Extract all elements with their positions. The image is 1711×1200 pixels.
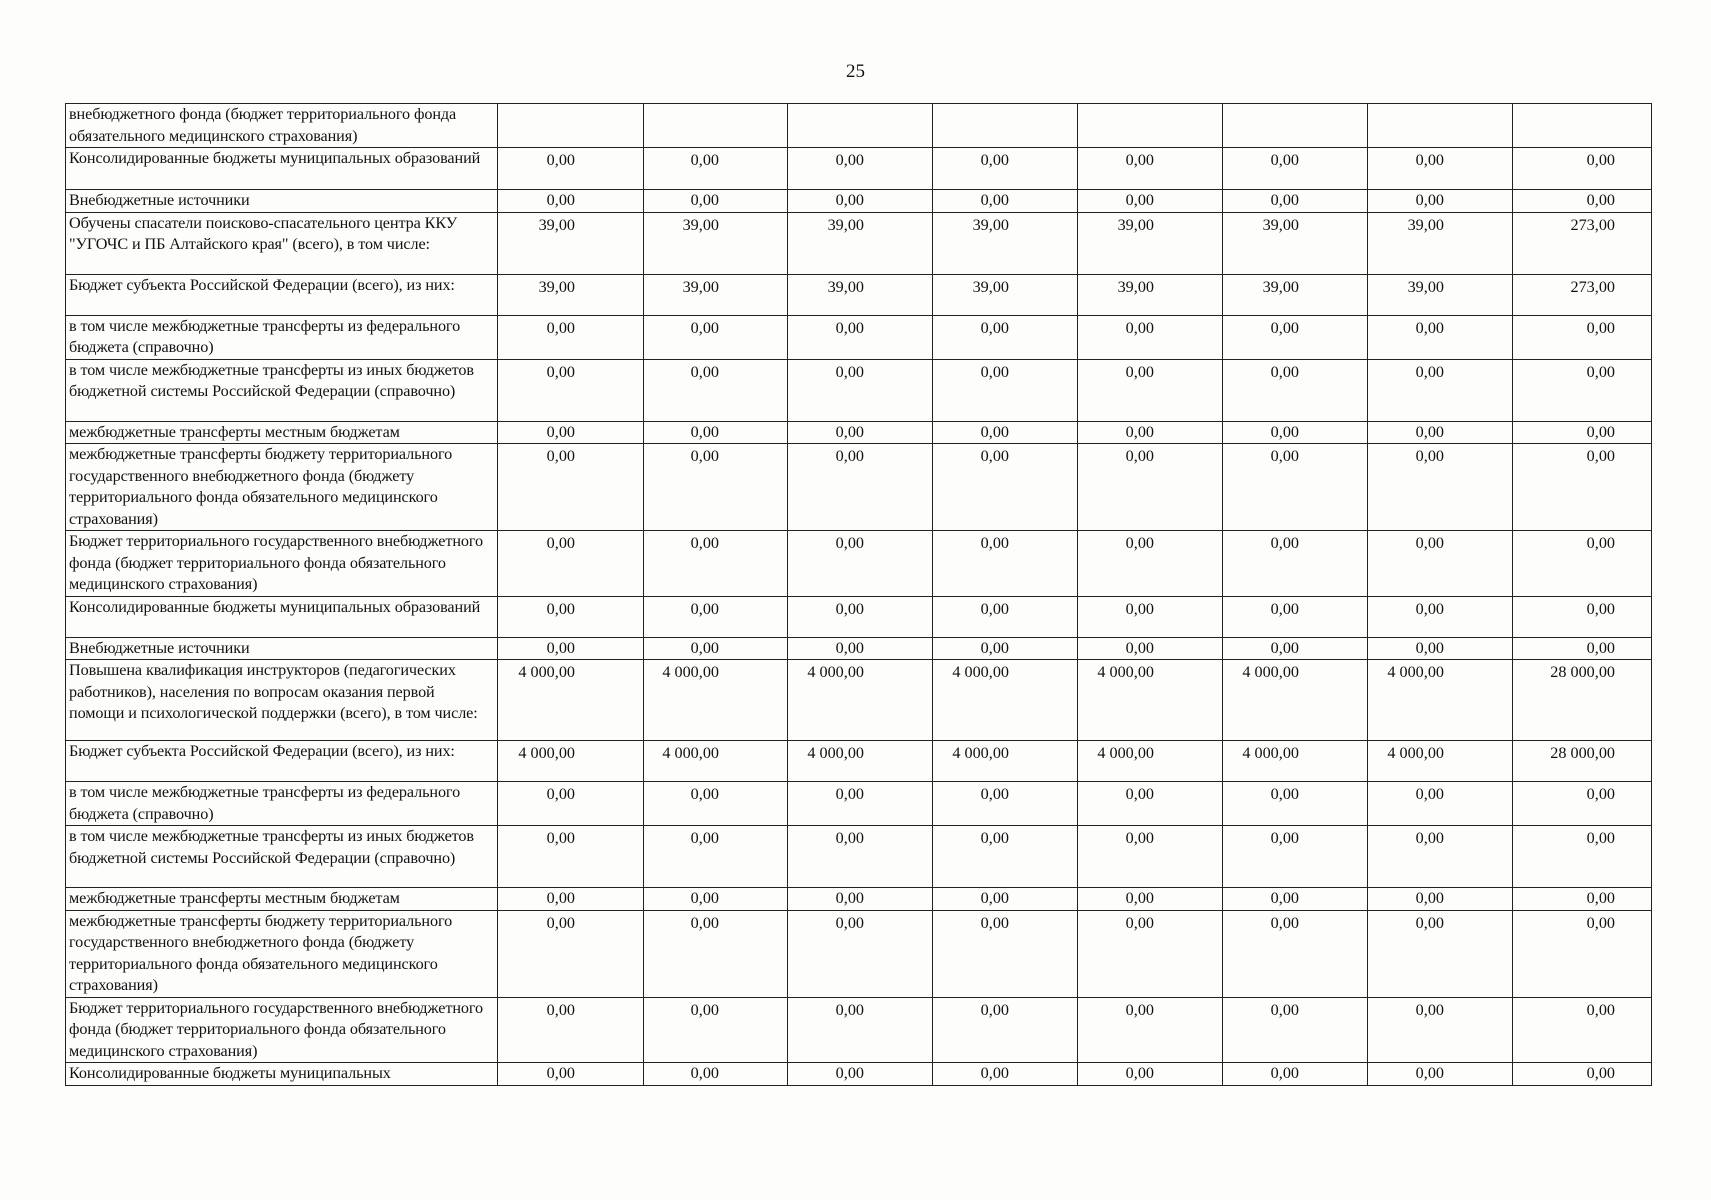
year-value-cell: 0,00 xyxy=(788,888,933,911)
row-label: Повышена квалификация инструкторов (педагогических работников), населения по вопросам оказания первой помощи и психологической поддержки (всего), в том числе: xyxy=(66,660,498,741)
year-value-cell: 0,00 xyxy=(933,148,1078,190)
year-value-cell: 0,00 xyxy=(1368,888,1513,911)
year-value-cell: 0,00 xyxy=(498,826,644,888)
year-value-cell: 39,00 xyxy=(1368,274,1513,315)
table-row xyxy=(66,741,1652,782)
table-row xyxy=(66,596,1652,637)
year-value-cell xyxy=(788,104,933,148)
year-value-cell: 4 000,00 xyxy=(1078,660,1223,741)
year-value-cell: 0,00 xyxy=(498,596,644,637)
year-value-cell: 0,00 xyxy=(1078,148,1223,190)
table-row xyxy=(66,782,1652,826)
year-value-cell: 0,00 xyxy=(788,826,933,888)
year-value-cell: 0,00 xyxy=(1078,997,1223,1063)
total-value-cell: 0,00 xyxy=(1513,1063,1652,1086)
year-value-cell: 39,00 xyxy=(644,274,788,315)
year-value-cell: 0,00 xyxy=(788,421,933,444)
year-value-cell: 0,00 xyxy=(788,444,933,531)
year-value-cell: 0,00 xyxy=(1223,444,1368,531)
year-value-cell: 0,00 xyxy=(1078,826,1223,888)
year-value-cell: 4 000,00 xyxy=(498,741,644,782)
year-value-cell: 0,00 xyxy=(644,444,788,531)
year-value-cell: 39,00 xyxy=(1368,212,1513,274)
table-row xyxy=(66,421,1652,444)
row-label: межбюджетные трансферты местным бюджетам xyxy=(66,888,498,911)
year-value-cell: 0,00 xyxy=(788,148,933,190)
year-value-cell: 39,00 xyxy=(498,274,644,315)
year-value-cell: 0,00 xyxy=(1368,190,1513,213)
year-value-cell: 0,00 xyxy=(1223,359,1368,421)
row-label: межбюджетные трансферты бюджету территориального государственного внебюджетного фонда (бюджету территориального фонда обязательного медицинского страхования) xyxy=(66,444,498,531)
year-value-cell: 4 000,00 xyxy=(1223,660,1368,741)
year-value-cell: 0,00 xyxy=(788,637,933,660)
total-value-cell xyxy=(1513,104,1652,148)
year-value-cell: 0,00 xyxy=(1223,148,1368,190)
year-value-cell: 0,00 xyxy=(1223,782,1368,826)
year-value-cell: 0,00 xyxy=(1368,315,1513,359)
year-value-cell: 4 000,00 xyxy=(644,741,788,782)
total-value-cell: 0,00 xyxy=(1513,148,1652,190)
year-value-cell: 0,00 xyxy=(1223,596,1368,637)
table-row xyxy=(66,104,1652,148)
year-value-cell: 39,00 xyxy=(788,274,933,315)
year-value-cell: 0,00 xyxy=(1223,531,1368,597)
table-row xyxy=(66,826,1652,888)
year-value-cell: 0,00 xyxy=(1223,997,1368,1063)
year-value-cell xyxy=(1368,104,1513,148)
row-label: Внебюджетные источники xyxy=(66,637,498,660)
year-value-cell: 0,00 xyxy=(933,596,1078,637)
row-label: Внебюджетные источники xyxy=(66,190,498,213)
year-value-cell: 0,00 xyxy=(933,190,1078,213)
year-value-cell: 0,00 xyxy=(1223,637,1368,660)
year-value-cell: 0,00 xyxy=(1368,997,1513,1063)
year-value-cell: 0,00 xyxy=(1078,315,1223,359)
year-value-cell: 0,00 xyxy=(498,148,644,190)
year-value-cell: 0,00 xyxy=(644,637,788,660)
row-label: в том числе межбюджетные трансферты из федерального бюджета (справочно) xyxy=(66,782,498,826)
year-value-cell: 0,00 xyxy=(498,190,644,213)
year-value-cell: 0,00 xyxy=(644,782,788,826)
table-row xyxy=(66,660,1652,741)
year-value-cell xyxy=(1223,104,1368,148)
year-value-cell: 0,00 xyxy=(788,782,933,826)
year-value-cell: 0,00 xyxy=(788,997,933,1063)
year-value-cell: 0,00 xyxy=(933,782,1078,826)
row-label: Бюджет территориального государственного внебюджетного фонда (бюджет территориального фонда обязательного медицинского страхования) xyxy=(66,531,498,597)
year-value-cell: 0,00 xyxy=(644,826,788,888)
year-value-cell: 0,00 xyxy=(1078,782,1223,826)
year-value-cell: 39,00 xyxy=(933,274,1078,315)
year-value-cell: 39,00 xyxy=(1078,212,1223,274)
year-value-cell: 39,00 xyxy=(1223,212,1368,274)
year-value-cell: 0,00 xyxy=(1078,596,1223,637)
year-value-cell: 0,00 xyxy=(1368,910,1513,997)
year-value-cell: 0,00 xyxy=(1078,421,1223,444)
year-value-cell: 39,00 xyxy=(498,212,644,274)
row-label: в том числе межбюджетные трансферты из иных бюджетов бюджетной системы Российской Федерации (справочно) xyxy=(66,826,498,888)
year-value-cell: 0,00 xyxy=(933,315,1078,359)
table-row xyxy=(66,212,1652,274)
year-value-cell: 0,00 xyxy=(1078,637,1223,660)
year-value-cell: 4 000,00 xyxy=(933,660,1078,741)
total-value-cell: 0,00 xyxy=(1513,888,1652,911)
year-value-cell: 0,00 xyxy=(933,421,1078,444)
table-row xyxy=(66,910,1652,997)
row-label: внебюджетного фонда (бюджет территориального фонда обязательного медицинского страхования) xyxy=(66,104,498,148)
year-value-cell: 0,00 xyxy=(1078,1063,1223,1086)
year-value-cell: 0,00 xyxy=(933,1063,1078,1086)
row-label: в том числе межбюджетные трансферты из федерального бюджета (справочно) xyxy=(66,315,498,359)
year-value-cell: 0,00 xyxy=(1078,444,1223,531)
year-value-cell: 0,00 xyxy=(498,637,644,660)
year-value-cell: 0,00 xyxy=(644,359,788,421)
row-label: Бюджет субъекта Российской Федерации (всего), из них: xyxy=(66,741,498,782)
year-value-cell: 0,00 xyxy=(644,421,788,444)
table-row xyxy=(66,359,1652,421)
year-value-cell: 0,00 xyxy=(644,888,788,911)
table-row xyxy=(66,315,1652,359)
row-label: Обучены спасатели поисково-спасательного центра ККУ "УГОЧС и ПБ Алтайского края" (всего), в том числе: xyxy=(66,212,498,274)
table-row xyxy=(66,531,1652,597)
total-value-cell: 0,00 xyxy=(1513,826,1652,888)
year-value-cell: 0,00 xyxy=(498,421,644,444)
row-label: в том числе межбюджетные трансферты из иных бюджетов бюджетной системы Российской Федерации (справочно) xyxy=(66,359,498,421)
year-value-cell: 0,00 xyxy=(1368,359,1513,421)
table-body xyxy=(66,104,1652,1086)
year-value-cell: 0,00 xyxy=(1223,910,1368,997)
year-value-cell: 0,00 xyxy=(1078,531,1223,597)
year-value-cell: 0,00 xyxy=(1223,421,1368,444)
year-value-cell: 0,00 xyxy=(1368,421,1513,444)
year-value-cell: 4 000,00 xyxy=(1223,741,1368,782)
total-value-cell: 0,00 xyxy=(1513,782,1652,826)
year-value-cell: 0,00 xyxy=(788,1063,933,1086)
year-value-cell: 4 000,00 xyxy=(1078,741,1223,782)
year-value-cell xyxy=(498,104,644,148)
total-value-cell: 0,00 xyxy=(1513,190,1652,213)
table-row xyxy=(66,637,1652,660)
row-label: межбюджетные трансферты местным бюджетам xyxy=(66,421,498,444)
table-row xyxy=(66,148,1652,190)
year-value-cell: 0,00 xyxy=(788,596,933,637)
year-value-cell: 0,00 xyxy=(1368,782,1513,826)
year-value-cell: 0,00 xyxy=(498,531,644,597)
table-row xyxy=(66,888,1652,911)
year-value-cell: 0,00 xyxy=(1078,888,1223,911)
year-value-cell: 0,00 xyxy=(1368,596,1513,637)
total-value-cell: 273,00 xyxy=(1513,212,1652,274)
year-value-cell: 4 000,00 xyxy=(933,741,1078,782)
total-value-cell: 0,00 xyxy=(1513,444,1652,531)
year-value-cell: 39,00 xyxy=(933,212,1078,274)
year-value-cell: 0,00 xyxy=(644,910,788,997)
year-value-cell xyxy=(1078,104,1223,148)
year-value-cell: 0,00 xyxy=(1368,531,1513,597)
year-value-cell: 0,00 xyxy=(933,444,1078,531)
year-value-cell: 0,00 xyxy=(933,359,1078,421)
year-value-cell xyxy=(644,104,788,148)
year-value-cell: 0,00 xyxy=(498,359,644,421)
total-value-cell: 0,00 xyxy=(1513,997,1652,1063)
year-value-cell: 0,00 xyxy=(788,910,933,997)
year-value-cell: 0,00 xyxy=(644,596,788,637)
total-value-cell: 0,00 xyxy=(1513,596,1652,637)
year-value-cell: 0,00 xyxy=(1368,444,1513,531)
total-value-cell: 273,00 xyxy=(1513,274,1652,315)
page-number: 25 xyxy=(846,61,865,82)
year-value-cell: 0,00 xyxy=(1368,637,1513,660)
year-value-cell: 0,00 xyxy=(1368,1063,1513,1086)
row-label: Бюджет субъекта Российской Федерации (всего), из них: xyxy=(66,274,498,315)
table-row xyxy=(66,190,1652,213)
year-value-cell: 0,00 xyxy=(788,315,933,359)
year-value-cell: 0,00 xyxy=(644,997,788,1063)
year-value-cell: 39,00 xyxy=(1223,274,1368,315)
year-value-cell: 0,00 xyxy=(788,190,933,213)
year-value-cell xyxy=(933,104,1078,148)
year-value-cell: 0,00 xyxy=(1223,190,1368,213)
year-value-cell: 0,00 xyxy=(644,315,788,359)
year-value-cell: 4 000,00 xyxy=(788,660,933,741)
year-value-cell: 0,00 xyxy=(644,1063,788,1086)
year-value-cell: 0,00 xyxy=(644,190,788,213)
year-value-cell: 0,00 xyxy=(644,531,788,597)
year-value-cell: 4 000,00 xyxy=(498,660,644,741)
total-value-cell: 0,00 xyxy=(1513,531,1652,597)
year-value-cell: 0,00 xyxy=(1078,359,1223,421)
year-value-cell: 0,00 xyxy=(498,910,644,997)
year-value-cell: 4 000,00 xyxy=(644,660,788,741)
total-value-cell: 0,00 xyxy=(1513,637,1652,660)
year-value-cell: 0,00 xyxy=(1223,1063,1368,1086)
year-value-cell: 0,00 xyxy=(933,531,1078,597)
year-value-cell: 4 000,00 xyxy=(1368,741,1513,782)
table-row xyxy=(66,1063,1652,1086)
year-value-cell: 4 000,00 xyxy=(788,741,933,782)
table-row xyxy=(66,997,1652,1063)
year-value-cell: 0,00 xyxy=(498,1063,644,1086)
total-value-cell: 0,00 xyxy=(1513,910,1652,997)
year-value-cell: 39,00 xyxy=(788,212,933,274)
total-value-cell: 0,00 xyxy=(1513,421,1652,444)
table-row xyxy=(66,274,1652,315)
year-value-cell: 0,00 xyxy=(933,888,1078,911)
year-value-cell: 0,00 xyxy=(933,910,1078,997)
year-value-cell: 0,00 xyxy=(498,444,644,531)
year-value-cell: 39,00 xyxy=(644,212,788,274)
row-label: Консолидированные бюджеты муниципальных образований xyxy=(66,596,498,637)
year-value-cell: 0,00 xyxy=(788,359,933,421)
year-value-cell: 0,00 xyxy=(1223,826,1368,888)
year-value-cell: 0,00 xyxy=(933,637,1078,660)
total-value-cell: 28 000,00 xyxy=(1513,660,1652,741)
table-row xyxy=(66,444,1652,531)
year-value-cell: 0,00 xyxy=(1078,190,1223,213)
year-value-cell: 0,00 xyxy=(1368,826,1513,888)
year-value-cell: 0,00 xyxy=(1223,315,1368,359)
total-value-cell: 28 000,00 xyxy=(1513,741,1652,782)
year-value-cell: 0,00 xyxy=(933,997,1078,1063)
year-value-cell: 0,00 xyxy=(1078,910,1223,997)
year-value-cell: 0,00 xyxy=(498,315,644,359)
row-label: Бюджет территориального государственного внебюджетного фонда (бюджет территориального фонда обязательного медицинского страхования) xyxy=(66,997,498,1063)
row-label: Консолидированные бюджеты муниципальных образований xyxy=(66,148,498,190)
year-value-cell: 0,00 xyxy=(498,997,644,1063)
year-value-cell: 0,00 xyxy=(644,148,788,190)
year-value-cell: 0,00 xyxy=(788,531,933,597)
row-label: межбюджетные трансферты бюджету территориального государственного внебюджетного фонда (бюджету территориального фонда обязательного медицинского страхования) xyxy=(66,910,498,997)
year-value-cell: 0,00 xyxy=(933,826,1078,888)
total-value-cell: 0,00 xyxy=(1513,315,1652,359)
budget-table xyxy=(65,103,1652,1086)
year-value-cell: 0,00 xyxy=(498,888,644,911)
row-label: Консолидированные бюджеты муниципальных xyxy=(66,1063,498,1086)
year-value-cell: 0,00 xyxy=(498,782,644,826)
year-value-cell: 0,00 xyxy=(1368,148,1513,190)
year-value-cell: 39,00 xyxy=(1078,274,1223,315)
year-value-cell: 4 000,00 xyxy=(1368,660,1513,741)
total-value-cell: 0,00 xyxy=(1513,359,1652,421)
year-value-cell: 0,00 xyxy=(1223,888,1368,911)
